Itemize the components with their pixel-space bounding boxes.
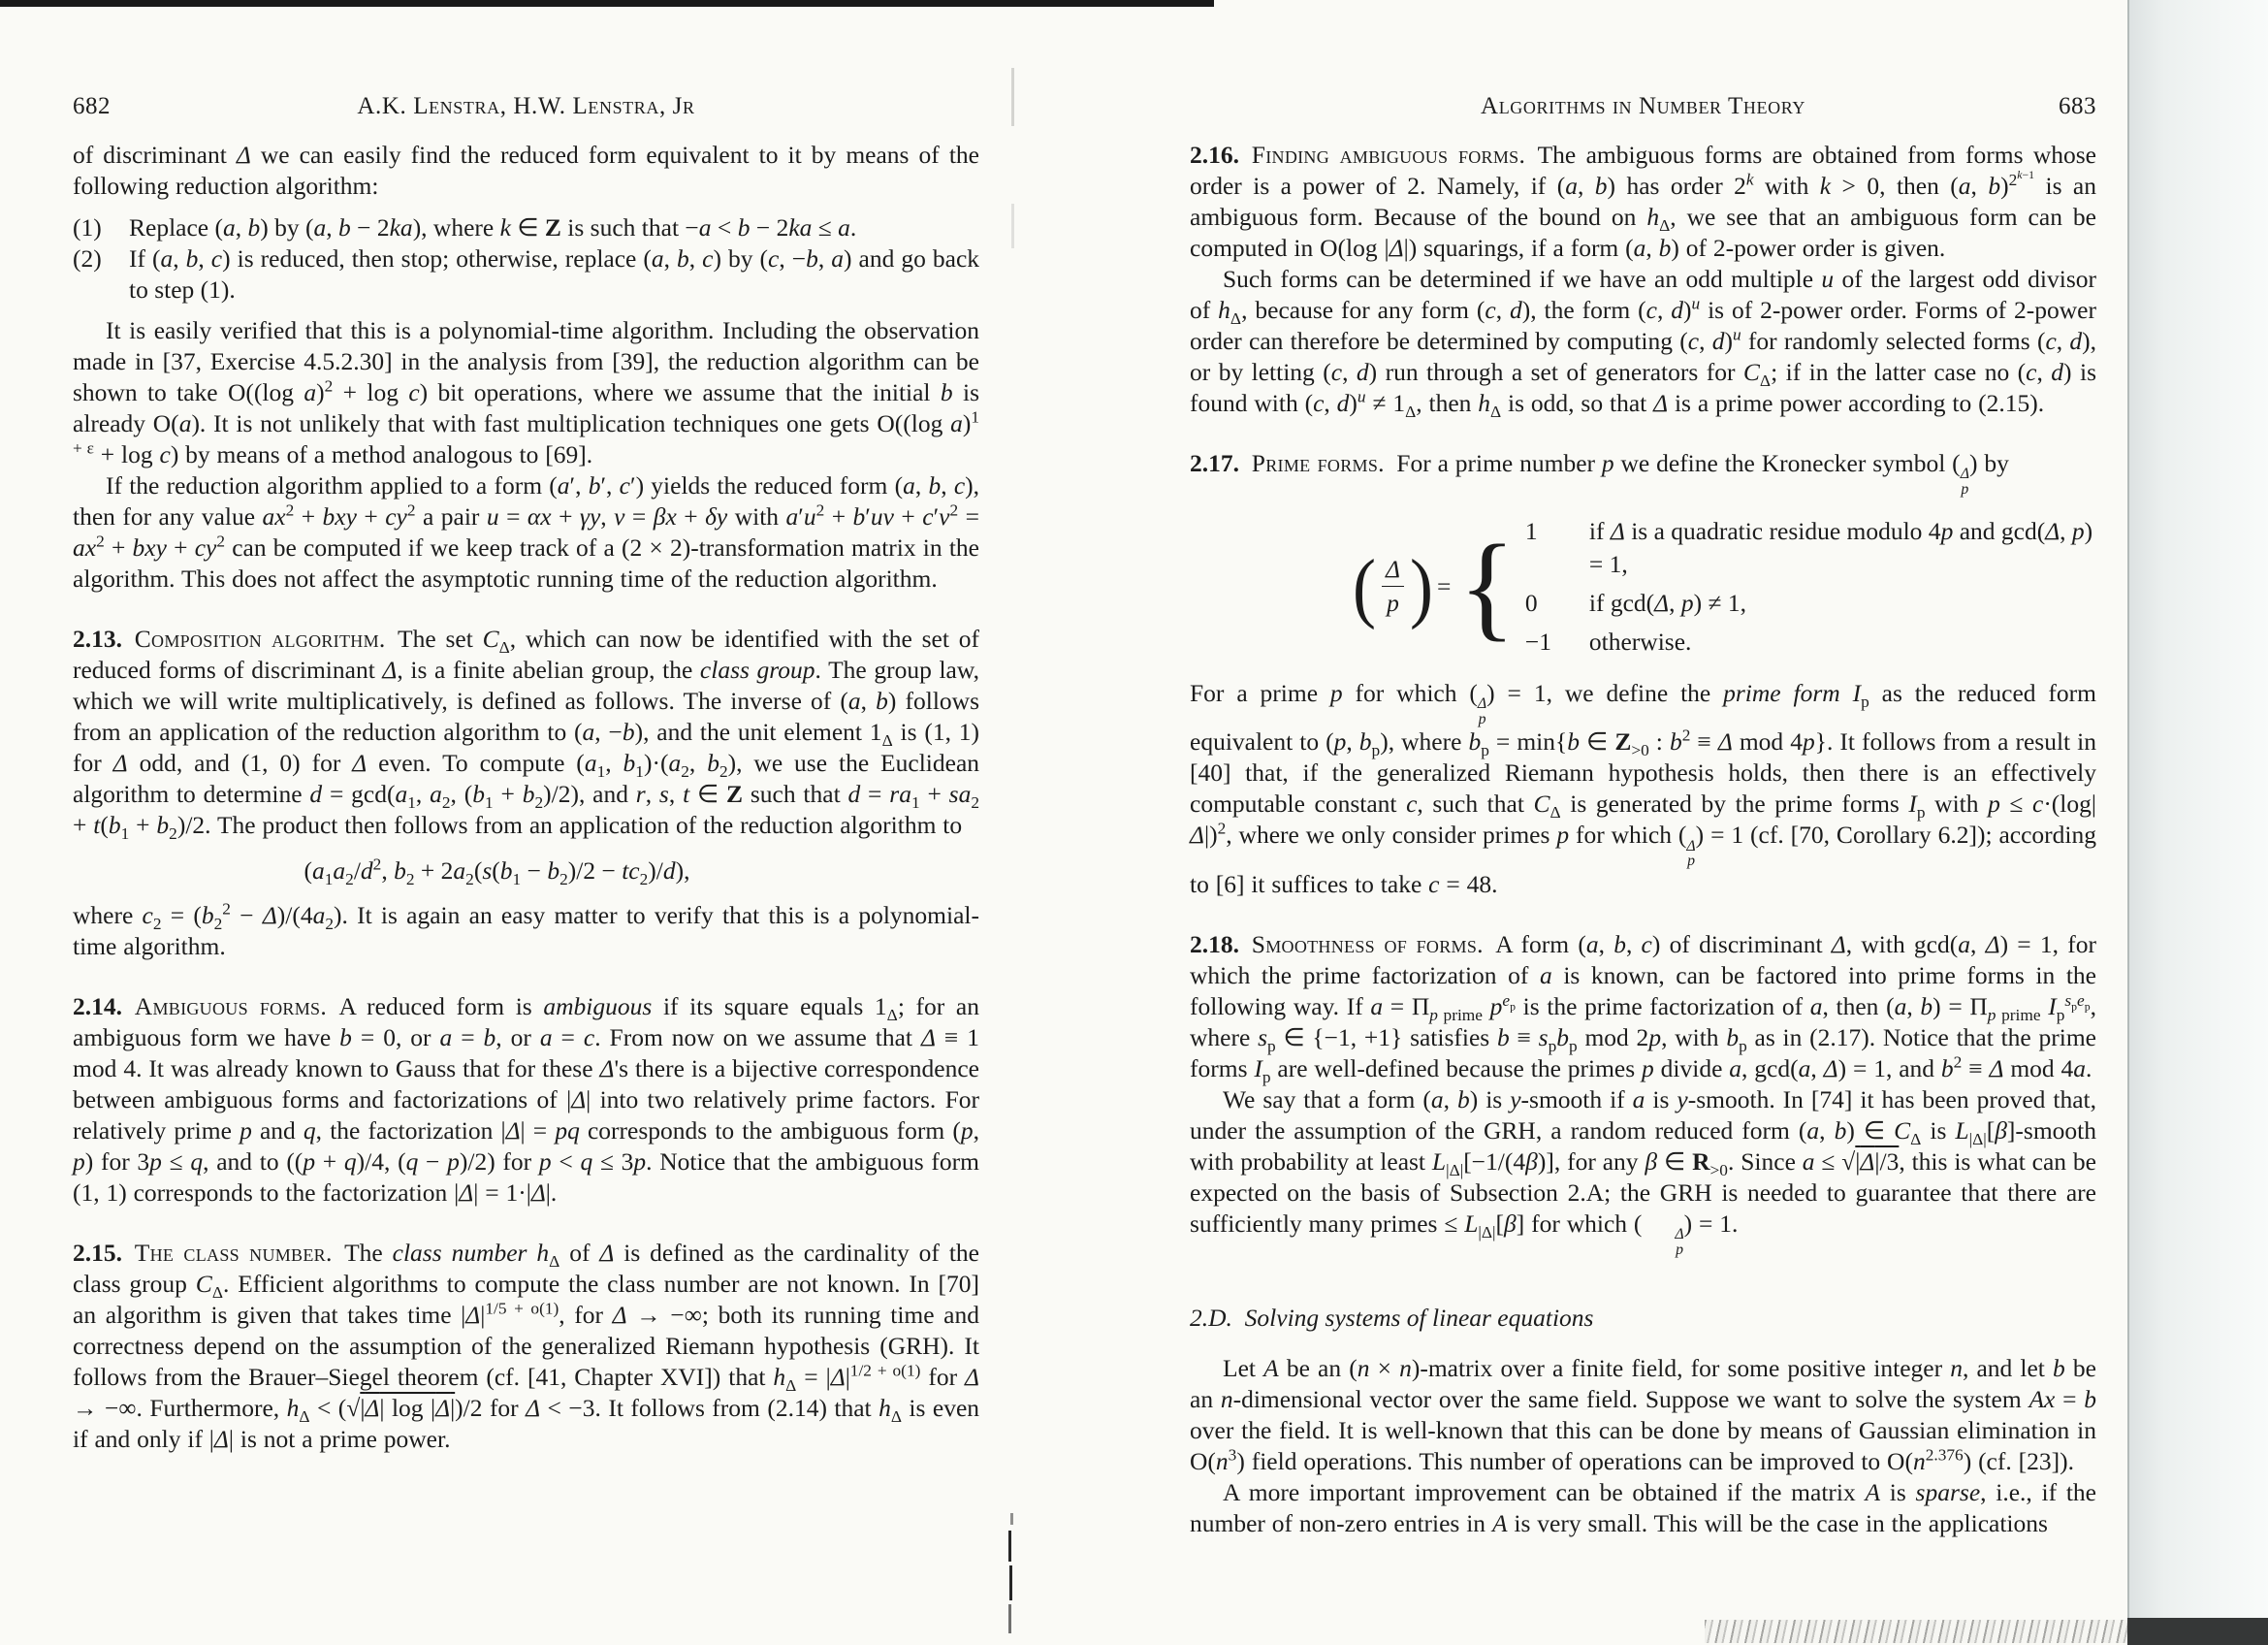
case-value: −1 <box>1524 627 1552 656</box>
paragraph-where-c2: where $c_2 = (b_2^2 - \Delta)/(4a_2)$. It is again an easy matter to verify that this is a polynomial-time algorithm. <box>73 899 979 960</box>
section-2-14-ambiguous-forms: 2.14. Ambiguous forms. A reduced form is ambiguous if its square equals $1_\Delta$; for an ambiguous form we have b = 0, or a = b, or a = c. From now on we assume that Δ ≡ 1 mod 4. It was already known to Gauss that for these Δ's there is a bijective correspondence between ambiguous forms and factorizations of |Δ| into two relatively prime factors. For relatively prime p and q, the factorization |Δ| = pq corresponds to the ambiguous form (p, p) for 3p ≤ q, and to ((p + q)/4, (q − p)/2) for p < q ≤ 3p. Notice that the ambiguous form (1, 1) corresponds to the factorization |Δ| = 1·|Δ|. <box>73 992 980 1207</box>
cases-brace: { <box>1458 520 1516 652</box>
case-value: 1 <box>1524 516 1538 545</box>
case-row <box>1525 626 2096 659</box>
reduction-algorithm-list <box>73 212 979 306</box>
running-head-title: Algorithms in Number Theory <box>1481 93 1805 119</box>
paragraph-such-forms: Such forms can be determined if we have an odd multiple u of the largest odd divisor of $h_\Delta$, because for any form (c, d), the form (c, d)$^u$ is of 2-power order. Forms of 2-power order can therefore be determined by computing (c, d)$^u$ for randomly selected forms (c, d), or by letting (c, d) run through a set of generators for $C_\Delta$; if in the latter case no (c, d) is found with (c, $d)^u \ne 1_\Delta$, then $h_\Delta$ is odd, so that Δ is a prime power according to (2.15). <box>1190 265 2097 422</box>
case-row <box>1525 515 2096 581</box>
gutter-mark <box>1010 1513 1013 1525</box>
left-paren: ( <box>1353 542 1376 630</box>
running-head-authors: A.K. Lenstra, H.W. Lenstra, Jr <box>357 93 695 119</box>
algorithm-step-2 <box>73 243 979 306</box>
step-text: If (a, b, c) is reduced, then stop; otherwise, replace (a, b, c) by (c, −b, a) and go back to step (1). <box>129 244 980 304</box>
kronecker-fraction <box>1376 555 1410 618</box>
case-value: 0 <box>1524 588 1538 617</box>
kronecker-cases <box>1525 515 2096 659</box>
step-marker: (2) <box>73 244 102 273</box>
page-number-683: 683 <box>2059 93 2096 119</box>
section-2-18-smoothness-of-forms: 2.18. Smoothness of forms. A form (a, b, c) of discriminant Δ, with gcd(a, Δ) = 1, for which the prime factorization of a is known, can be factored into prime forms in the following way. If $a = \Pi_{p prime}$ $p^{e_p}$ is the prime factorization of a, then (a, $b) = \Pi_{p prime}$ $I_p^{s_pe_p}$, where $s_p$ ∈ {−1, +1} satisfies $b \equiv s_pb_p$ mod 2p, with $b_p$ as in (2.17). Notice that the prime forms $I_p$ are well-defined because the primes p divide a, gcd(a, Δ) = 1, and $b^2 \equiv \Delta$ mod 4a. <box>1190 930 2097 1087</box>
paragraph-linear-system: Let A be an (n × n)-matrix over a finite field, for some positive integer n, and let b be an n-dimensional vector over the same field. Suppose we want to solve the system Ax = b over the field. It is well-known that this can be done by means of Gaussian elimination in $O(n^3)$ field operations. This number of operations can be improved to $O(n^{2.376})$ (cf. [23]). <box>1190 1353 2096 1475</box>
gutter-mark <box>1011 204 1014 248</box>
gutter-mark <box>1008 1531 1011 1562</box>
paragraph-prime-form-definition: For a prime p for which ( Δ p ) = 1, we define the prime form $I_p$ as the reduced form equivalent to (p, $b_p$), where $b_p = \min\{b$ ∈ $Z_{>0}$ : $b^2 \equiv \Delta$ mod 4p}. It follows from a result in [40] that, if the generalized Riemann hypothesis holds, then there is an effectively computable constant c, such that $C_\Delta$ is generated by the prime forms $I_p$ with $p \le c\cdot(\log|\Delta|)^2$, where we only consider primes p for which ( Δ p ) = 1 (cf. [70, Corollary 6.2]); according to [6] it suffices to take c = 48. <box>1190 678 2097 899</box>
case-condition: if Δ is a quadratic residue modulo 4p and gcd(Δ, p) = 1, <box>1588 516 2093 578</box>
paragraph-y-smooth: We say that a form (a, b) is y-smooth if a is y-smooth. In [74] it has been proved that, under the assumption of the GRH, a random reduced form (a, b) ∈ $C_\Delta$ is $L_{|\Delta|}[\beta]$-smooth with probability at least $L_{|\Delta|}[-1/(4\beta)]$, for any β ∈ $R_{>0}$. Since a ≤ √|Δ|/3, this is what can be expected on the basis of Subsection 2.A; the GRH is needed to guarantee that there are sufficiently many primes ≤ $L_{|\Delta|}[\beta]$ for which ( Δ p ) = 1. <box>1190 1085 2097 1259</box>
running-head-right <box>1190 89 2096 130</box>
paragraph-sparse-matrix: A more important improvement can be obtained if the matrix A is sparse, i.e., if the number of non-zero entries in A is very small. This will be the case in the applications <box>1190 1477 2096 1537</box>
page-683 <box>1190 89 2096 1539</box>
scan-top-edge <box>0 0 1214 7</box>
subsection-2d-heading: 2.D. Solving systems of linear equations <box>1190 1303 1594 1332</box>
gutter-mark <box>1008 1604 1011 1633</box>
section-2-15-class-number: 2.15. The class number. The class number $h_\Delta$ of Δ is defined as the cardinality of the class group $C_\Delta$. Efficient algorithms to compute the class number are not known. In [70] an algorithm is given that takes time $|\Delta|^{1/5 + o(1)}$, for Δ → −∞; both its running time and correctness depend on the assumption of the generalized Riemann hypothesis (GRH). It follows from the Brauer–Siegel theorem (cf. [41, Chapter XVI]) that $h_\Delta = |\Delta|^{1/2 + o(1)}$ for Δ → −∞. Furthermore, $h_\Delta < (√|\Delta|$ log |Δ|)/2 for Δ < −3. It follows from (2.14) that $h_\Delta$ is even if and only if |Δ| is not a prime power. <box>73 1239 980 1453</box>
kronecker-symbol-definition <box>1353 515 2096 659</box>
gutter-mark <box>1009 1565 1012 1600</box>
paragraph-transformation-matrix: If the reduction algorithm applied to a form (a′, b′, c′) yields the reduced form (a, b, c), then for any value $ax^2$ + bxy + $cy^2$ a pair u = αx + γy, v = βx + δy with $a'u^2 + b'uv + c'v^2 = ax^2$ + bxy + $cy^2$ can be computed if we keep track of a (2 × 2)-transformation matrix in the algorithm. This does not affect the asymptotic running time of the reduction algorithm. <box>73 471 980 593</box>
equation-composition-product: ($a_1a_2/d^2$, $b_2 + 2a_2(s(b_1 - b_2)/2 - tc_2)/d$), <box>303 855 690 889</box>
page-edge-strip <box>2127 0 2268 1645</box>
page-edge-bottom-shadow <box>2127 1618 2268 1645</box>
section-2-13-composition-algorithm: 2.13. Composition algorithm. The set $C_\Delta$, which can now be identified with the set of reduced forms of discriminant Δ, is a finite abelian group, the class group. The group law, which we will write multiplicatively, is defined as follows. The inverse of (a, b) follows from an application of the reduction algorithm to (a, −b), and the unit element $1_\Delta$ is (1, 1) for Δ odd, and (1, 0) for Δ even. To compute ($a_1$, $b_1)\cdot(a_2$, $b_2$), we use the Euclidean algorithm to determine $d = \gcd(a_1$, $a_2$, $(b_1 + b_2)/2$), and r, s, t ∈ Z such that $d = ra_1 + sa_2 + t(b_1 + b_2)/2$. The product then follows from an application of the reduction algorithm to <box>73 625 980 844</box>
case-row <box>1525 587 2096 620</box>
gutter-mark <box>1011 68 1014 126</box>
case-condition: if gcd(Δ, p) ≠ 1, <box>1588 588 1746 617</box>
equals-sign: = <box>1436 571 1452 600</box>
fraction-denominator: p <box>1387 589 1399 618</box>
right-paren: ) <box>1409 542 1433 630</box>
section-2-16-finding-ambiguous-forms: 2.16. Finding ambiguous forms. The ambiguous forms are obtained from forms whose order is a power of 2. Namely, if (a, b) has order 2$^k$ with k > 0, then (a, b)$^{2^{k-1}}$ is an ambiguous form. Because of the bound on $h_\Delta$, we see that an ambiguous form can be computed in O(log |Δ|) squarings, if a form (a, b) of 2-power order is given. <box>1190 141 2096 262</box>
paragraph-discriminant-intro: of discriminant Δ we can easily find the reduced form equivalent to it by means of the following reduction algorithm: <box>73 141 979 200</box>
step-text: Replace (a, b) by (a, b − 2ka), where k ∈ Z is such that −a < b − 2ka ≤ a. <box>129 213 857 242</box>
case-condition: otherwise. <box>1588 627 1692 656</box>
algorithm-step-1 <box>73 212 979 243</box>
fraction-numerator: Δ <box>1382 555 1404 587</box>
section-2-17-prime-forms: 2.17. Prime forms. For a prime number p we define the Kronecker symbol ( Δ p ) by <box>1190 449 2009 498</box>
step-marker: (1) <box>73 213 102 242</box>
page-682 <box>73 89 979 1455</box>
running-head-left <box>73 89 979 130</box>
paragraph-polynomial-time: It is easily verified that this is a polynomial-time algorithm. Including the observation made in [37, Exercise 4.5.2.30] in the analysis from [39], the reduction algorithm can be shown to take O((log a)$^2$ + log c) bit operations, where we assume that the initial b is already O(a). It is not unlikely that with fast multiplication techniques one gets O((log a)$^{1 + \varepsilon}$ + log c) by means of a method analogous to [69]. <box>73 316 980 468</box>
page-number-682: 682 <box>73 93 111 119</box>
page-bottom-fray <box>1705 1620 2127 1643</box>
